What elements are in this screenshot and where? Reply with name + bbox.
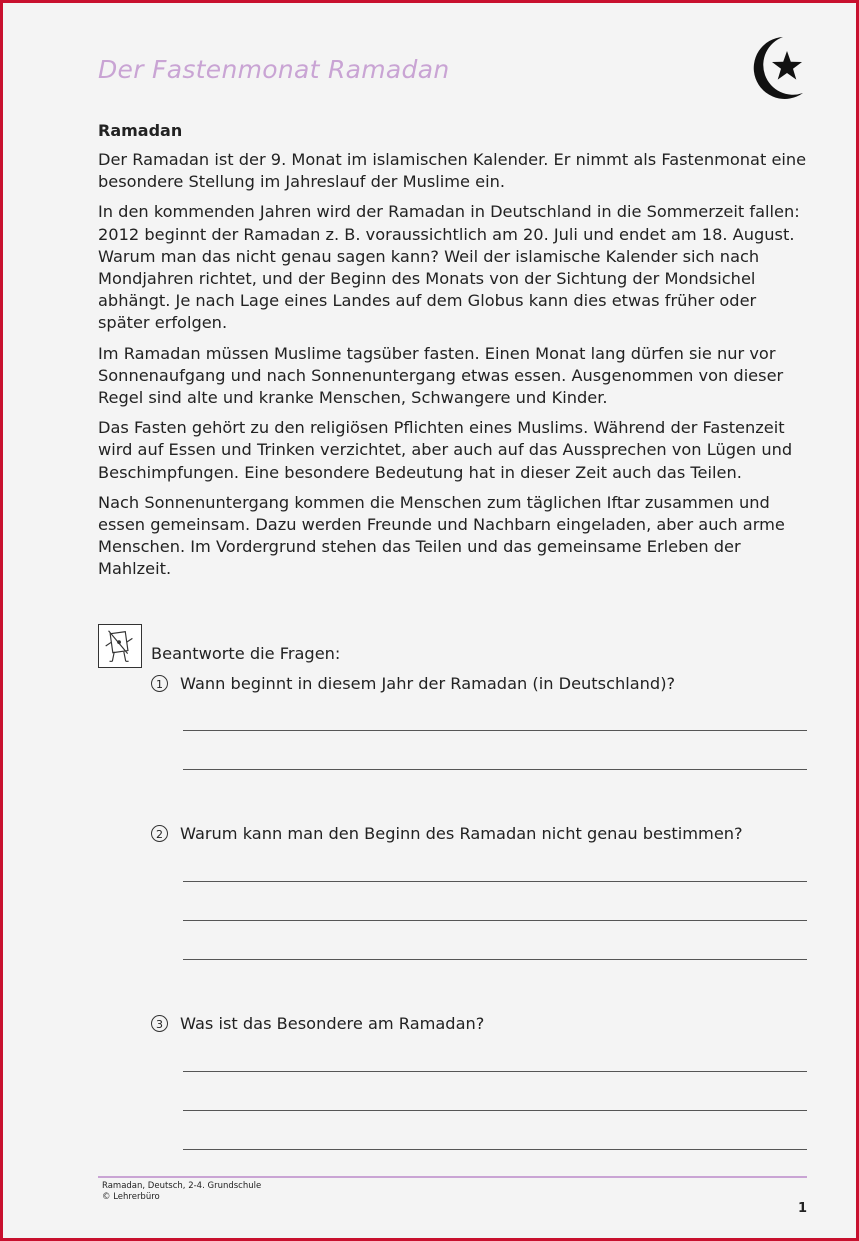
section-heading: Ramadan <box>98 121 183 140</box>
question-3 <box>151 1014 484 1033</box>
worksheet-page <box>3 3 856 1238</box>
paragraph: Im Ramadan müssen Muslime tagsüber fasten. Einen Monat lang dürfen sie nur vor Sonnenaufgang und nach Sonnenuntergang etwas essen. Ausgenommen von dieser Regel sind alte und kranke Menschen, Schwangere und Kinder. <box>98 343 784 408</box>
question-text: Warum kann man den Beginn des Ramadan nicht genau bestimmen? <box>180 824 743 843</box>
page-title: Der Fastenmonat Ramadan <box>98 55 450 84</box>
paragraph: Nach Sonnenuntergang kommen die Menschen zum täglichen Iftar zusammen und essen gemeinsam. Dazu werden Freunde und Nachbarn eingeladen, aber auch arme Menschen. Im Vordergrund stehen das Teilen und das gemeinsame Erleben der Mahlzeit. <box>98 492 785 579</box>
answer-line[interactable] <box>183 881 807 882</box>
question-number: 2 <box>151 825 168 842</box>
crescent-star-icon <box>737 31 809 103</box>
question-2 <box>151 824 743 843</box>
question-text: Wann beginnt in diesem Jahr der Ramadan (in Deutschland)? <box>180 674 676 693</box>
question-text: Was ist das Besondere am Ramadan? <box>180 1014 485 1033</box>
page-number: 1 <box>798 1201 808 1216</box>
question-1 <box>151 674 675 693</box>
body-text <box>98 149 810 589</box>
paragraph: In den kommenden Jahren wird der Ramadan in Deutschland in die Sommerzeit fallen: 2012 beginnt der Ramadan z. B. voraussichtlich am 20. Juli und endet am 18. August. Warum man das nicht genau sagen kann? Weil der islamische Kalender sich nach Mondjahren richtet, und der Beginn des Monats von der Sichtung der Mondsichel abhängt. Je nach Lage eines Landes auf dem Globus kann dies etwas früher oder später erfolgen. <box>98 202 800 333</box>
answer-line[interactable] <box>183 959 807 960</box>
footer-divider <box>98 1176 807 1178</box>
question-number: 1 <box>151 675 168 692</box>
footer-credits <box>102 1181 261 1202</box>
answer-line[interactable] <box>183 769 807 770</box>
paragraph: Der Ramadan ist der 9. Monat im islamischen Kalender. Er nimmt als Fastenmonat eine besondere Stellung im Jahreslauf der Muslime ein. <box>98 150 807 192</box>
answer-line[interactable] <box>183 920 807 921</box>
footer-line-1: Ramadan, Deutsch, 2-4. Grundschule <box>102 1181 262 1191</box>
writing-task-icon <box>98 624 142 668</box>
footer-line-2: © Lehrerbüro <box>102 1191 160 1202</box>
answer-line[interactable] <box>183 730 807 731</box>
task-instruction <box>98 624 340 668</box>
task-label: Beantworte die Fragen: <box>151 643 341 663</box>
answer-line[interactable] <box>183 1149 807 1150</box>
question-number: 3 <box>151 1015 168 1032</box>
paragraph: Das Fasten gehört zu den religiösen Pflichten eines Muslims. Während der Fastenzeit wird auf Essen und Trinken verzichtet, aber auch auf das Aussprechen von Lügen und Beschimpfungen. Eine besondere Bedeutung hat in dieser Zeit auch das Teilen. <box>98 418 793 482</box>
answer-line[interactable] <box>183 1071 807 1072</box>
answer-line[interactable] <box>183 1110 807 1111</box>
